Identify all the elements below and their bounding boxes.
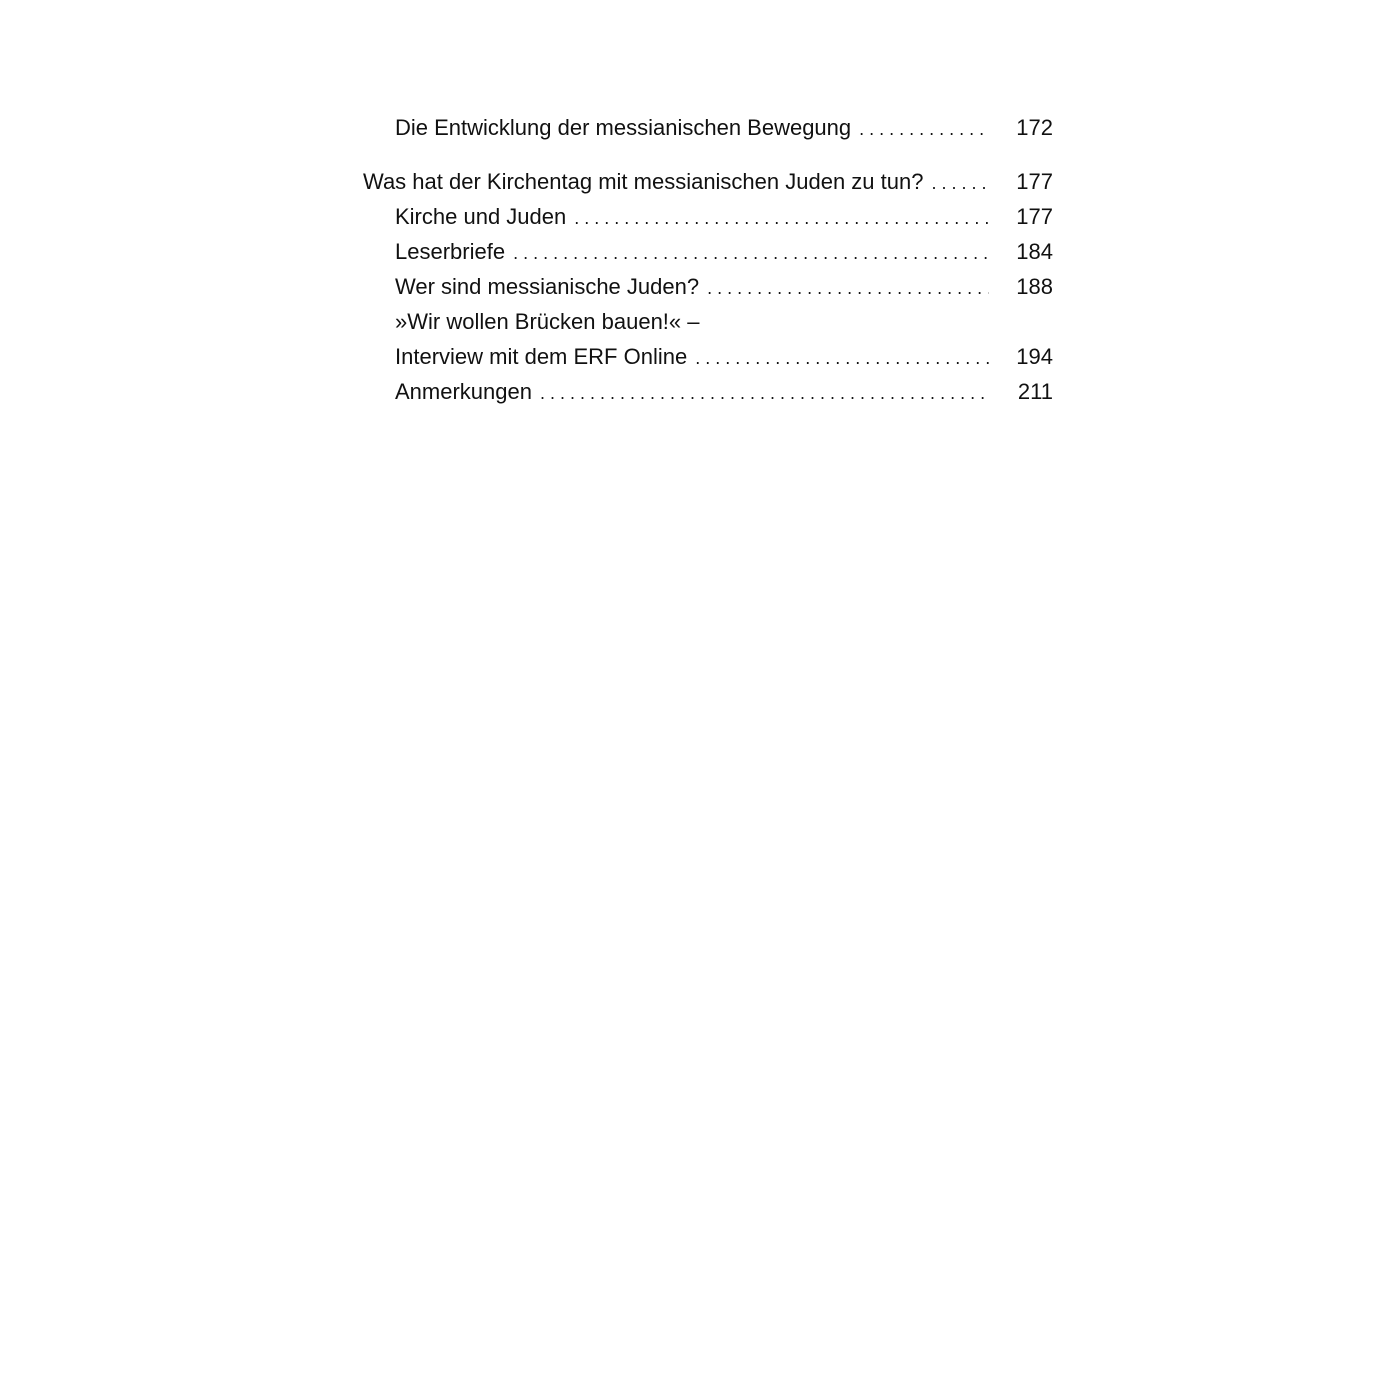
toc-entry — [363, 269, 1053, 304]
toc-leader-dots — [574, 201, 989, 236]
toc-entry-page: 188 — [1016, 274, 1053, 299]
toc-entry-title: Leserbriefe — [395, 239, 506, 264]
toc-entry — [363, 234, 1053, 269]
toc-entry-page: 172 — [1016, 115, 1053, 140]
toc-entry-page: 177 — [1016, 169, 1053, 194]
toc-leader-dots — [707, 271, 989, 306]
toc-leader-dots — [513, 236, 989, 271]
toc-chapter-entry — [363, 164, 1053, 199]
toc-leader-dots — [540, 376, 989, 411]
toc-entry-title: Was hat der Kirchentag mit messianischen Juden zu tun? — [363, 169, 924, 194]
toc-entry — [363, 339, 1053, 374]
toc-entry-title: Interview mit dem ERF Online — [395, 344, 688, 369]
toc-entry-page: 177 — [1016, 204, 1053, 229]
toc-entry-title: »Wir wollen Brücken bauen!« – — [395, 309, 700, 334]
table-of-contents — [363, 110, 1053, 409]
toc-entry-title: Anmerkungen — [395, 379, 532, 404]
toc-entry-title: Wer sind messianische Juden? — [395, 274, 700, 299]
toc-leader-dots — [695, 341, 989, 376]
toc-entry — [363, 374, 1053, 409]
toc-entry — [363, 199, 1053, 234]
toc-entry-page: 184 — [1016, 239, 1053, 264]
toc-entry-title: Kirche und Juden — [395, 204, 567, 229]
toc-leader-dots — [931, 166, 989, 201]
toc-entry — [363, 304, 1053, 339]
toc-entry-page: 194 — [1016, 344, 1053, 369]
toc-entry-title: Die Entwicklung der messianischen Bewegung — [395, 115, 852, 140]
toc-entry — [363, 110, 1053, 145]
toc-entry-page: 211 — [1017, 379, 1053, 404]
toc-leader-dots — [859, 112, 989, 147]
